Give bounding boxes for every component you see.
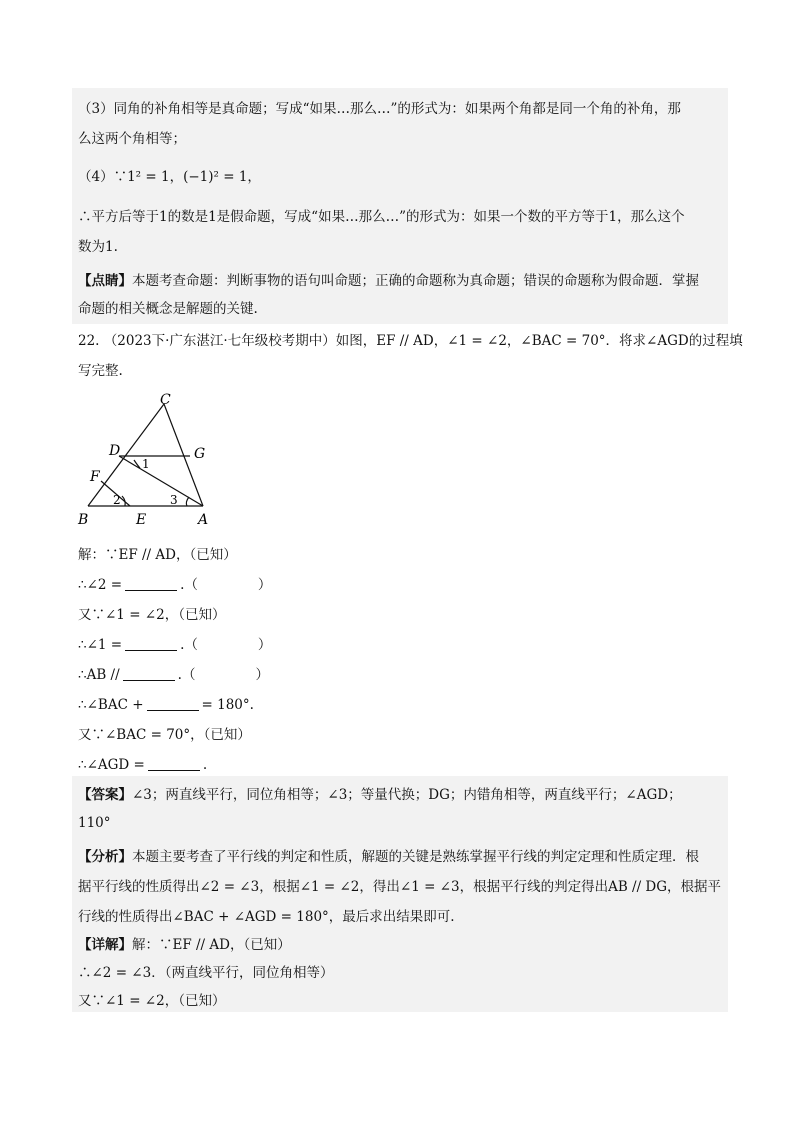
fill-blank[interactable] bbox=[148, 756, 200, 771]
detail-line bbox=[78, 934, 291, 956]
label-G: G bbox=[194, 446, 206, 462]
analysis-line: 据平行线的性质得出∠2 = ∠3，根据∠1 = ∠2，得出∠1 = ∠3，根据平行线的判定得出AB // DG，根据平 bbox=[78, 879, 722, 895]
answer-line bbox=[78, 784, 682, 806]
fill-blank[interactable] bbox=[125, 576, 177, 591]
answer-tag: 【答案】 bbox=[78, 787, 132, 803]
label-C: C bbox=[160, 392, 171, 408]
fill-blank[interactable] bbox=[123, 666, 175, 681]
solution-text: .（ bbox=[180, 637, 198, 653]
question-number: 22. bbox=[78, 333, 100, 349]
fill-blank[interactable] bbox=[125, 636, 177, 651]
analysis-line: 行线的性质得出∠BAC + ∠AGD = 180°，最后求出结果即可. bbox=[78, 909, 455, 925]
text-line: （4）∵1² = 1，(−1)² = 1， bbox=[78, 169, 261, 185]
question-text: 如图，EF // AD，∠1 = ∠2，∠BAC = 70°．将求∠AGD的过程填 bbox=[335, 333, 743, 349]
answer-line: 110° bbox=[78, 815, 111, 831]
angle-1-label: 1 bbox=[142, 457, 150, 471]
label-B: B bbox=[78, 512, 89, 528]
solution-text: ∴∠AGD = bbox=[78, 757, 145, 773]
text-line: （3）同角的补角相等是真命题；写成“如果…那么…”的形式为：如果两个角都是同一个角的补角，那 bbox=[78, 101, 681, 117]
solution-line bbox=[78, 664, 269, 686]
solution-text: ） bbox=[255, 667, 269, 683]
solution-text: ） bbox=[257, 637, 272, 653]
text-line: ∴平方后等于1的数是1是假命题，写成“如果…那么…”的形式为：如果一个数的平方等于1，那么这个 bbox=[78, 209, 685, 225]
detail-line: ∴∠2 = ∠3．（两直线平行，同位角相等） bbox=[78, 965, 334, 981]
text-line: 数为1. bbox=[78, 239, 118, 255]
fill-blank[interactable] bbox=[147, 696, 199, 711]
question-22 bbox=[78, 330, 743, 352]
label-F: F bbox=[90, 469, 100, 485]
angle-2-label: 2 bbox=[113, 493, 121, 507]
text-line: 么这两个角相等； bbox=[78, 131, 186, 147]
analysis-line bbox=[78, 846, 699, 868]
solution-line: 又∵∠1 = ∠2，（已知） bbox=[78, 607, 226, 623]
solution-text: ∴AB // bbox=[78, 667, 120, 683]
solution-text: . bbox=[202, 757, 208, 773]
solution-text: .（ bbox=[180, 577, 198, 593]
label-D: D bbox=[109, 443, 121, 459]
text-line: 写完整. bbox=[78, 363, 123, 379]
solution-line bbox=[78, 574, 271, 596]
solution-line bbox=[78, 634, 271, 656]
solution-text: = 180°. bbox=[201, 697, 254, 713]
detail-text: 解：∵EF // AD，（已知） bbox=[132, 937, 291, 953]
solution-text: ） bbox=[257, 577, 272, 593]
solution-line: 又∵∠BAC = 70°，（已知） bbox=[78, 727, 251, 743]
answer-text: ∠3；两直线平行，同位角相等；∠3；等量代换；DG；内错角相等，两直线平行；∠AGD； bbox=[132, 787, 682, 803]
angle-3-label: 3 bbox=[170, 493, 178, 507]
detail-tag: 【详解】 bbox=[78, 937, 132, 953]
solution-text: .（ bbox=[177, 667, 196, 683]
label-A: A bbox=[198, 512, 209, 528]
analysis-tag: 【分析】 bbox=[78, 849, 132, 865]
solution-line bbox=[78, 754, 207, 776]
label-E: E bbox=[136, 512, 147, 528]
dianjing-text: 本题考查命题：判断事物的语句叫命题；正确的命题称为真命题；错误的命题称为假命题．掌握 bbox=[132, 273, 699, 289]
dianjing-line bbox=[78, 270, 699, 292]
solution-text: ∴∠1 = bbox=[78, 637, 123, 653]
solution-text: ∴∠2 = bbox=[78, 577, 123, 593]
detail-line: 又∵∠1 = ∠2，（已知） bbox=[78, 993, 226, 1009]
analysis-text: 本题主要考查了平行线的判定和性质，解题的关键是熟练掌握平行线的判定定理和性质定理．根 bbox=[132, 849, 699, 865]
solution-line: 解：∵EF // AD，（已知） bbox=[78, 547, 237, 563]
dianjing-tag: 【点睛】 bbox=[78, 273, 132, 289]
solution-text: ∴∠BAC + bbox=[78, 697, 144, 713]
text-line: 命题的相关概念是解题的关键. bbox=[78, 301, 258, 317]
triangle-figure bbox=[70, 388, 230, 530]
question-source: （2023下·广东湛江·七年级校考期中） bbox=[103, 333, 336, 349]
solution-line bbox=[78, 694, 254, 716]
